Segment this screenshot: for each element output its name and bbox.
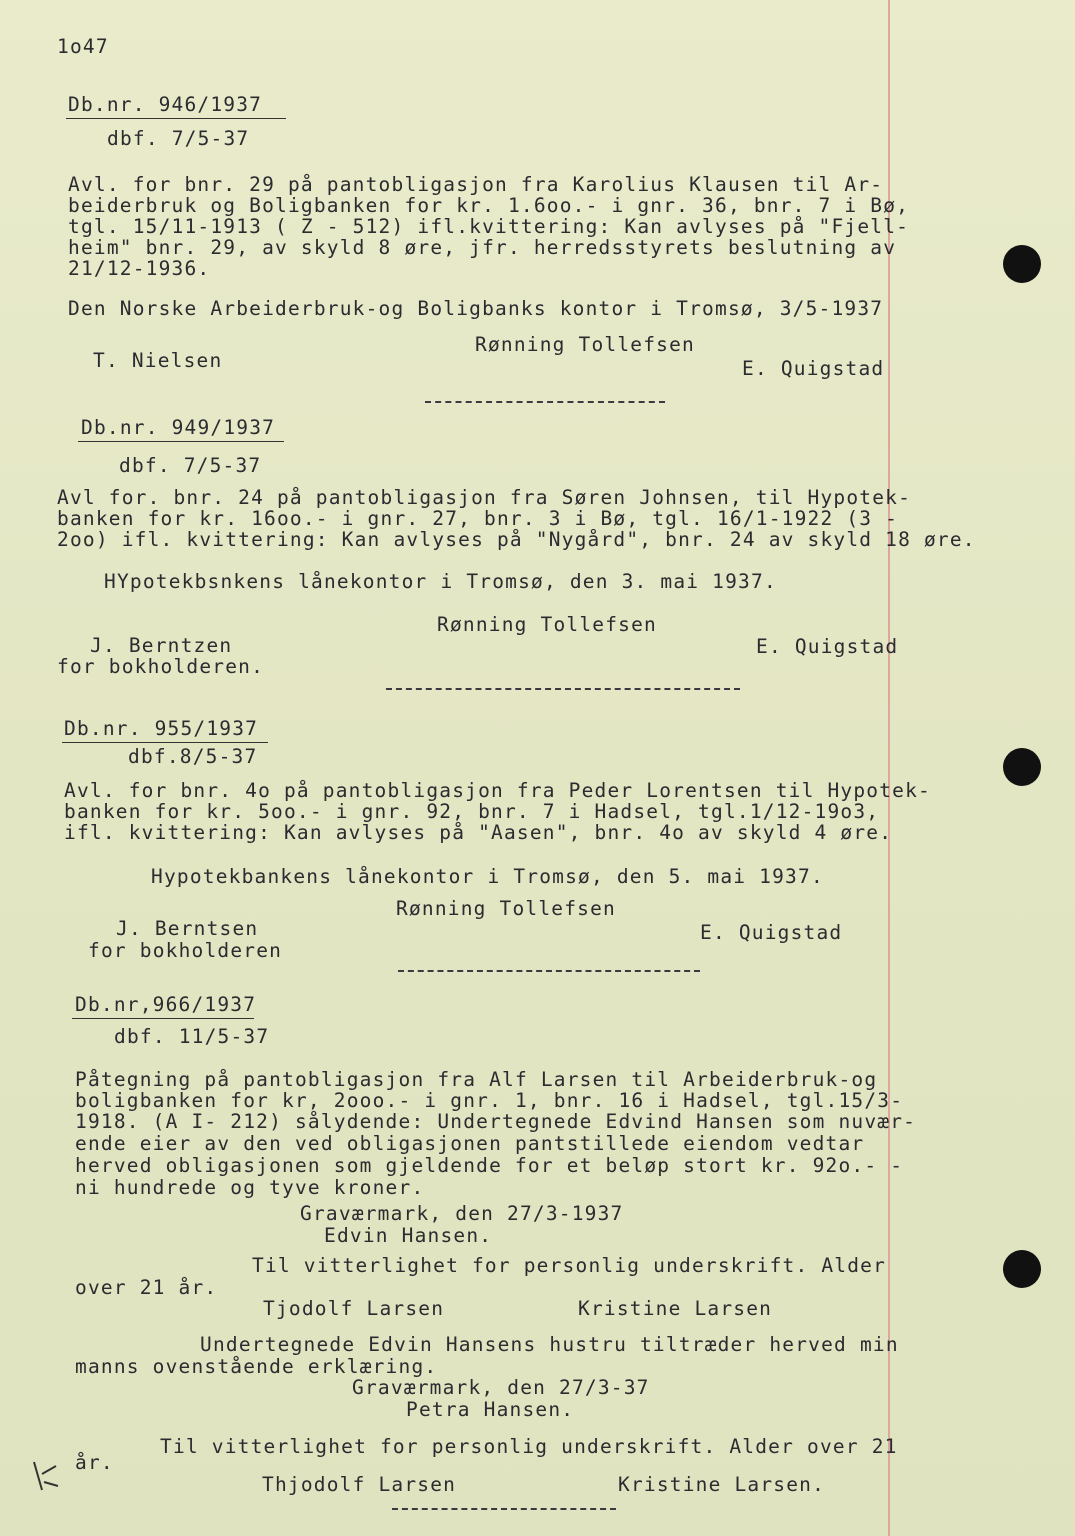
- entry-2-body-line: 2oo) ifl. kvittering: Kan avlyses på "Nygård", bnr. 24 av skyld 18 øre.: [57, 528, 976, 551]
- entry-1-body-line: tgl. 15/11-1913 ( Z - 512) ifl.kvittering: Kan avlyses på "Fjell-: [68, 215, 910, 238]
- entry-1-dbf: dbf. 7/5-37: [107, 127, 250, 150]
- entry-separator: [398, 970, 700, 972]
- page-number: 1o47: [57, 35, 109, 58]
- entry-2-dbnr-underline: [78, 441, 284, 442]
- handwritten-mark: [28, 1456, 62, 1496]
- entry-1-body-line: Avl. for bnr. 29 på pantobligasjon fra Karolius Klausen til Ar-: [68, 173, 884, 196]
- entry-3-dbnr-underline: [62, 742, 268, 743]
- entry-3-sign-left: J. Berntsen: [116, 917, 259, 940]
- entry-4-signer: Edvin Hansen.: [324, 1224, 493, 1247]
- entry-3-sign-left-role: for bokholderen: [88, 939, 283, 962]
- entry-2-dbnr: Db.nr. 949/1937: [81, 416, 276, 439]
- entry-3-dbnr: Db.nr. 955/1937: [64, 717, 259, 740]
- punch-hole: [1003, 245, 1041, 283]
- punch-hole: [1003, 1250, 1041, 1288]
- entry-2-judge: Rønning Tollefsen: [437, 613, 657, 636]
- entry-3-dbf: dbf.8/5-37: [128, 745, 258, 768]
- entry-4-body-line: herved obligasjonen som gjeldende for et beløp stort kr. 92o.- -: [75, 1154, 904, 1177]
- entry-2-dbf: dbf. 7/5-37: [119, 454, 262, 477]
- entry-4-witness-text: over 21 år.: [75, 1276, 218, 1299]
- entry-4-witness-name: Tjodolf Larsen: [263, 1297, 445, 1320]
- entry-2-office: HYpotekbsnkens lånekontor i Tromsø, den 3. mai 1937.: [104, 570, 777, 593]
- entry-4-spouse-text: Undertegnede Edvin Hansens hustru tiltræder herved min: [200, 1333, 899, 1356]
- entry-1-body-line: 21/12-1936.: [68, 257, 211, 280]
- entry-4-witness-name: Kristine Larsen.: [618, 1473, 826, 1496]
- entry-4-dbnr-underline: [72, 1018, 254, 1019]
- entry-1-body-line: beiderbruk og Boligbanken for kr. 1.6oo.- i gnr. 36, bnr. 7 i Bø,: [68, 194, 910, 217]
- entry-1-sign-left: T. Nielsen: [93, 349, 223, 372]
- entry-3-sign-right: E. Quigstad: [700, 921, 843, 944]
- entry-3-body-line: banken for kr. 5oo.- i gnr. 92, bnr. 7 i Hadsel, tgl.1/12-19o3,: [64, 800, 880, 823]
- entry-3-body-line: ifl. kvittering: Kan avlyses på "Aasen", bnr. 4o av skyld 4 øre.: [64, 821, 893, 844]
- entry-4-body-line: Påtegning på pantobligasjon fra Alf Larsen til Arbeiderbruk-og: [75, 1068, 878, 1091]
- entry-2-sign-left-role: for bokholderen.: [57, 655, 265, 678]
- entry-4-spouse-text: manns ovenstående erklæring.: [75, 1355, 438, 1378]
- entry-1-body-line: heim" bnr. 29, av skyld 8 øre, jfr. herredsstyrets beslutning av: [68, 236, 897, 259]
- entry-4-body-line: 1918. (A I- 212) sålydende: Undertegnede Edvind Hansen som nuvær-: [75, 1110, 917, 1133]
- entry-separator: [425, 401, 665, 403]
- entry-2-sign-right: E. Quigstad: [756, 635, 899, 658]
- entry-3-judge: Rønning Tollefsen: [396, 897, 616, 920]
- entry-2-body-line: Avl for. bnr. 24 på pantobligasjon fra Søren Johnsen, til Hypotek-: [57, 486, 912, 509]
- entry-4-witness-text: Til vitterlighet for personlig underskrift. Alder over 21: [160, 1435, 898, 1458]
- entry-4-body-line: ende eier av den ved obligasjonen pantstillede eiendom vedtar: [75, 1132, 865, 1155]
- entry-separator: [392, 1508, 616, 1510]
- entry-4-place-date: Graværmark, den 27/3-37: [352, 1376, 650, 1399]
- entry-4-body-line: boligbanken for kr, 2ooo.- i gnr. 1, bnr. 16 i Hadsel, tgl.15/3-: [75, 1089, 904, 1112]
- entry-1-dbnr: Db.nr. 946/1937: [68, 93, 263, 116]
- entry-2-body-line: banken for kr. 16oo.- i gnr. 27, bnr. 3 i Bø, tgl. 16/1-1922 (3 -: [57, 507, 899, 530]
- entry-4-witness-name: Thjodolf Larsen: [262, 1473, 457, 1496]
- entry-2-sign-left: J. Berntzen: [90, 634, 233, 657]
- entry-1-judge: Rønning Tollefsen: [475, 333, 695, 356]
- entry-3-body-line: Avl. for bnr. 4o på pantobligasjon fra Peder Lorentsen til Hypotek-: [64, 779, 931, 802]
- entry-4-witness-name: Kristine Larsen: [578, 1297, 773, 1320]
- entry-4-dbf: dbf. 11/5-37: [114, 1025, 270, 1048]
- entry-separator: [386, 688, 740, 690]
- entry-1-office: Den Norske Arbeiderbruk-og Boligbanks kontor i Tromsø, 3/5-1937: [68, 297, 884, 320]
- entry-4-place-date: Graværmark, den 27/3-1937: [300, 1202, 624, 1225]
- punch-hole: [1003, 748, 1041, 786]
- entry-4-dbnr: Db.nr,966/1937: [75, 993, 257, 1016]
- entry-1-sign-right: E. Quigstad: [742, 357, 885, 380]
- entry-4-witness-text: år.: [75, 1451, 114, 1474]
- entry-3-office: Hypotekbankens lånekontor i Tromsø, den 5. mai 1937.: [151, 865, 824, 888]
- entry-4-signer: Petra Hansen.: [406, 1398, 575, 1421]
- entry-4-body-line: ni hundrede og tyve kroner.: [75, 1176, 425, 1199]
- entry-1-dbnr-underline: [66, 118, 286, 119]
- entry-4-witness-text: Til vitterlighet for personlig underskrift. Alder: [252, 1254, 887, 1277]
